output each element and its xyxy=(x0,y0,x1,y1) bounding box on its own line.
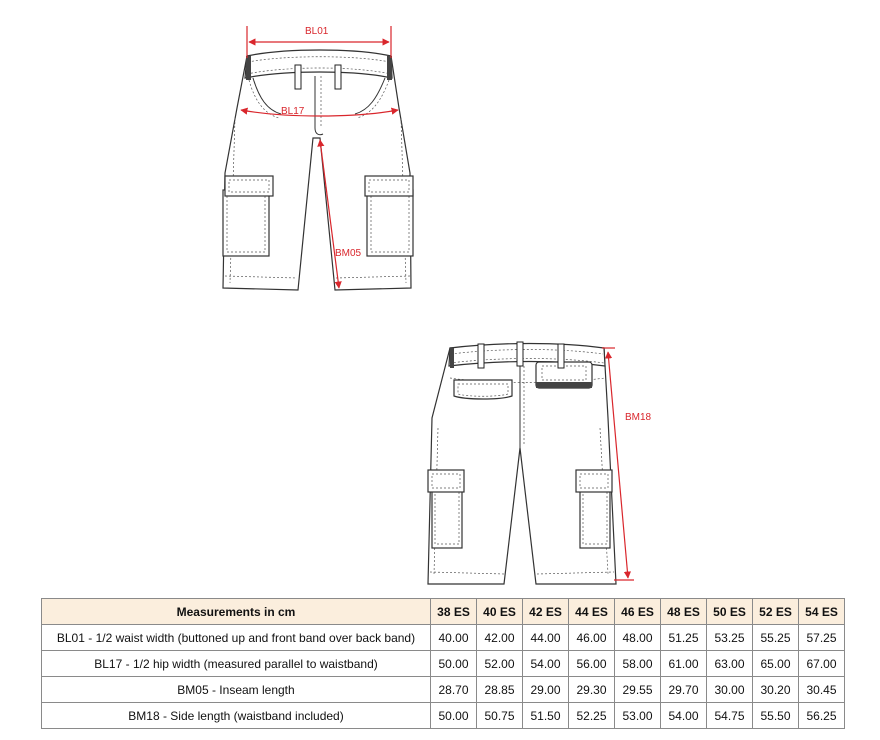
measurement-value: 67.00 xyxy=(799,651,845,677)
measurement-value: 29.00 xyxy=(523,677,569,703)
measurement-value: 42.00 xyxy=(477,625,523,651)
measurement-value: 46.00 xyxy=(569,625,615,651)
measurement-value: 28.70 xyxy=(431,677,477,703)
measurement-value: 51.50 xyxy=(523,703,569,729)
table-header-size: 40 ES xyxy=(477,599,523,625)
table-header-size: 50 ES xyxy=(707,599,753,625)
label-bm05: BM05 xyxy=(335,248,362,259)
table-row xyxy=(42,625,845,651)
measurement-value: 30.20 xyxy=(753,677,799,703)
measurement-value: 44.00 xyxy=(523,625,569,651)
label-bm18: BM18 xyxy=(625,412,652,423)
measurement-value: 55.50 xyxy=(753,703,799,729)
measurement-value: 50.75 xyxy=(477,703,523,729)
measurement-value: 48.00 xyxy=(615,625,661,651)
table-header-size: 48 ES xyxy=(661,599,707,625)
measurement-value: 30.45 xyxy=(799,677,845,703)
label-bl17: BL17 xyxy=(281,106,305,117)
measurement-label: BM18 - Side length (waistband included) xyxy=(42,703,431,729)
measurement-value: 56.25 xyxy=(799,703,845,729)
measurement-value: 52.00 xyxy=(477,651,523,677)
measurement-value: 63.00 xyxy=(707,651,753,677)
measurement-value: 50.00 xyxy=(431,703,477,729)
measurement-label: BL17 - 1/2 hip width (measured parallel to waistband) xyxy=(42,651,431,677)
measurement-value: 56.00 xyxy=(569,651,615,677)
front-view-diagram xyxy=(215,18,420,303)
measurement-label: BM05 - Inseam length xyxy=(42,677,431,703)
measurement-value: 57.25 xyxy=(799,625,845,651)
table-header-size: 42 ES xyxy=(523,599,569,625)
measurement-value: 51.25 xyxy=(661,625,707,651)
measurement-value: 52.25 xyxy=(569,703,615,729)
measurement-value: 54.00 xyxy=(661,703,707,729)
table-header-size: 54 ES xyxy=(799,599,845,625)
measurement-value: 50.00 xyxy=(431,651,477,677)
table-header-size: 38 ES xyxy=(431,599,477,625)
front-shorts xyxy=(223,50,413,290)
measurement-value: 30.00 xyxy=(707,677,753,703)
measurement-value: 29.55 xyxy=(615,677,661,703)
measurement-value: 54.75 xyxy=(707,703,753,729)
measurement-value: 53.00 xyxy=(615,703,661,729)
table-row xyxy=(42,703,845,729)
measurement-value: 53.25 xyxy=(707,625,753,651)
table-header-size: 46 ES xyxy=(615,599,661,625)
measurement-value: 65.00 xyxy=(753,651,799,677)
back-view-diagram xyxy=(420,338,652,588)
label-bl01: BL01 xyxy=(305,26,329,37)
back-shorts xyxy=(428,342,616,584)
measurement-value: 40.00 xyxy=(431,625,477,651)
table-header-row xyxy=(42,599,845,625)
table-header-measurements: Measurements in cm xyxy=(42,599,431,625)
table-row xyxy=(42,651,845,677)
measurement-value: 58.00 xyxy=(615,651,661,677)
measurement-value: 29.30 xyxy=(569,677,615,703)
table-header-size: 44 ES xyxy=(569,599,615,625)
measurement-value: 61.00 xyxy=(661,651,707,677)
measurement-table xyxy=(41,598,845,729)
measurement-value: 28.85 xyxy=(477,677,523,703)
measurement-value: 55.25 xyxy=(753,625,799,651)
table-body xyxy=(42,625,845,729)
measurement-value: 29.70 xyxy=(661,677,707,703)
table-row xyxy=(42,677,845,703)
table-header-size: 52 ES xyxy=(753,599,799,625)
measurement-label: BL01 - 1/2 waist width (buttoned up and front band over back band) xyxy=(42,625,431,651)
measurement-value: 54.00 xyxy=(523,651,569,677)
